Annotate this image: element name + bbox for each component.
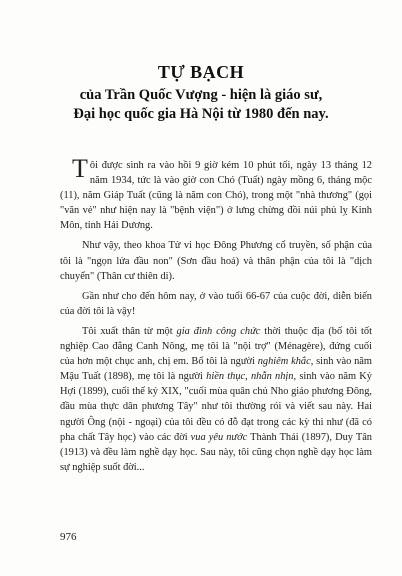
p4-text-2: thời thuộc địa (bố tôi tốt nghiệp Cao đẳng Canh Nông, mẹ tôi là "nội trợ" (Ménagère), đứng cuối của hơn một chục anh, chị em. Bố tôi là người [60, 325, 372, 368]
p4-text-4: , sinh vào năm Kỷ Hợi (1899), cuối thế kỷ XIX, "cuối mùa quân chủ Nho giáo phương Đông, đầu mùa thực dân phương Tây" như tôi thường rói và viết sau này. Hai người Ông (nội - ngoại) của tôi đều có đỗ đạt trong các kỳ thi như (đã có pha chất Tây học) vào các đời [60, 371, 372, 443]
p4-emphasis-3: hiền thục, nhẫn nhịn [206, 371, 294, 383]
paragraph-1 [60, 154, 372, 233]
p4-emphasis-2: nghiêm khắc [257, 356, 311, 368]
p4-text-5: Thành Thái (1897), Duy Tân (1913) và đều làm nghề dạy học. Sau này, tôi cũng chọn nghề dạy học làm sự nghiệp suốt đời... [60, 431, 373, 473]
p4-emphasis-1: gia đình công chức [176, 325, 261, 337]
paragraph-4 [60, 324, 372, 475]
page-subtitle [40, 86, 362, 124]
page-number: 976 [60, 531, 77, 543]
subtitle-line-1: của Trần Quốc Vượng - hiện là giáo sư, [79, 87, 323, 103]
body-text [60, 154, 373, 480]
p4-text-1: Tôi xuất thân từ một [82, 325, 177, 337]
paragraph-3: Gần như cho đến hôm nay, ở vào tuổi 66-67 của cuộc đời, diễn biến của đời tôi là vậy! [60, 290, 372, 317]
paragraph-2: Như vậy, theo khoa Tử vi học Đông Phương cổ truyền, số phận của tôi là "ngọn lửa đầu non" (Sơn đầu hoả) và thân phận của tôi là "dịch chuyển" (Thân cư thiên di). [60, 240, 372, 282]
drop-cap: T [72, 154, 88, 183]
p4-text-3: , sinh vào năm Mậu Tuất (1898), mẹ tôi là người [60, 356, 372, 383]
subtitle-line-2: Đại học quốc gia Hà Nội từ 1980 đến nay. [73, 106, 329, 122]
p4-emphasis-4: vua yêu nước [190, 431, 248, 443]
page-title: TỰ BẠCH [157, 62, 245, 82]
paragraph-1-text: ôi được sinh ra vào hồi 9 giờ kém 10 phút tối, ngày 13 tháng 12 năm 1934, tức là vào giờ con Chó (Tuất) ngày mồng 6, tháng mộc (11), năm Giáp Tuất (cũng là năm con Chó), trong một "nhà thương" (gọi "văn vẻ" như hiện nay là "bệnh viện") ở lưng chừng đồi núi phủ lỵ Kinh Môn, tỉnh Hải Dương. [60, 160, 372, 232]
